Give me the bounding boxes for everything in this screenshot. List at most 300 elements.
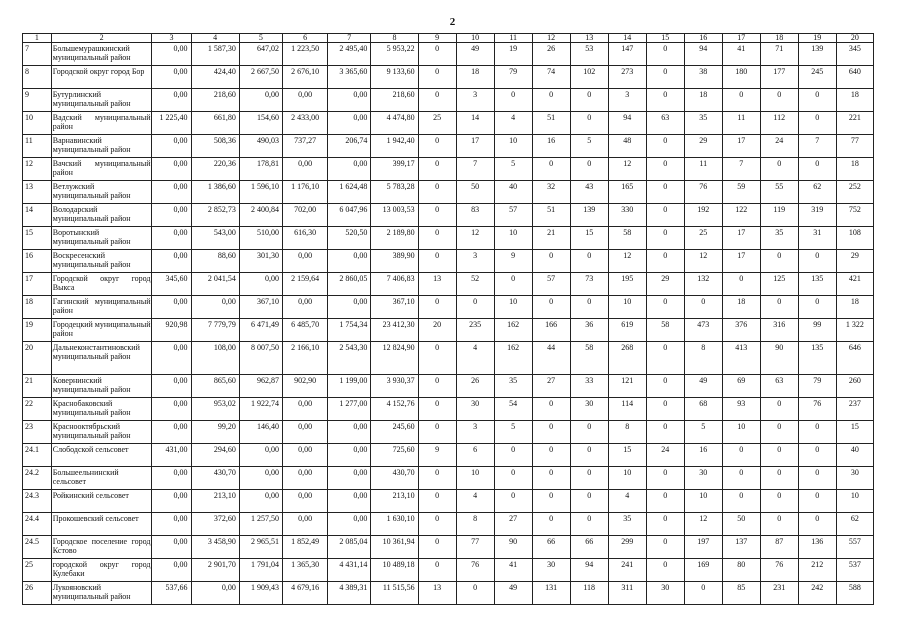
value-cell: 0 [646, 490, 684, 513]
value-cell: 399,17 [371, 158, 418, 181]
value-cell: 14 [456, 112, 494, 135]
value-cell: 737,27 [282, 135, 327, 158]
value-cell: 192 [684, 204, 722, 227]
value-cell: 0,00 [239, 89, 282, 112]
table-row [23, 158, 874, 181]
row-number-cell: 23 [23, 421, 52, 444]
value-cell: 63 [760, 375, 798, 398]
value-cell: 260 [836, 375, 873, 398]
value-cell: 35 [494, 375, 532, 398]
row-number-cell: 25 [23, 559, 52, 582]
value-cell: 13 [418, 582, 456, 605]
value-cell: 2 965,51 [239, 536, 282, 559]
value-cell: 94 [608, 112, 646, 135]
value-cell: 0 [532, 89, 570, 112]
value-cell: 0,00 [328, 513, 371, 536]
row-number-cell: 24.3 [23, 490, 52, 513]
column-number-9: 9 [418, 34, 456, 43]
value-cell: 231 [760, 582, 798, 605]
value-cell: 0,00 [328, 112, 371, 135]
value-cell: 29 [836, 250, 873, 273]
value-cell: 241 [608, 559, 646, 582]
value-cell: 10 [836, 490, 873, 513]
value-cell: 69 [722, 375, 760, 398]
value-cell: 0 [760, 444, 798, 467]
value-cell: 0 [798, 467, 836, 490]
value-cell: 0 [646, 536, 684, 559]
value-cell: 1 386,60 [191, 181, 239, 204]
territory-name-cell: Вадский муниципальный район [51, 112, 152, 135]
value-cell: 4 [456, 342, 494, 375]
column-number-13: 13 [570, 34, 608, 43]
territory-name-cell: Ветлужский муниципальный район [51, 181, 152, 204]
territory-name-cell: Лукояновский муниципальный район [51, 582, 152, 605]
value-cell: 0 [494, 490, 532, 513]
value-cell: 510,00 [239, 227, 282, 250]
value-cell: 1 630,10 [371, 513, 418, 536]
value-cell: 3 [456, 89, 494, 112]
value-cell: 2 041,54 [191, 273, 239, 296]
value-cell: 0,00 [328, 250, 371, 273]
value-cell: 0 [646, 43, 684, 66]
value-cell: 48 [608, 135, 646, 158]
value-cell: 10 [494, 227, 532, 250]
value-cell: 19 [494, 43, 532, 66]
value-cell: 0 [684, 582, 722, 605]
value-cell: 242 [798, 582, 836, 605]
value-cell: 0,00 [328, 296, 371, 319]
territory-name-cell: Слободской сельсовет [51, 444, 152, 467]
value-cell: 0,00 [152, 227, 191, 250]
value-cell: 0 [418, 467, 456, 490]
value-cell: 0 [570, 490, 608, 513]
value-cell: 23 412,30 [371, 319, 418, 342]
value-cell: 55 [760, 181, 798, 204]
value-cell: 177 [760, 66, 798, 89]
value-cell: 0 [570, 89, 608, 112]
value-cell: 0 [532, 250, 570, 273]
territory-name-cell: Вачский муниципальный район [51, 158, 152, 181]
table-row [23, 135, 874, 158]
column-number-20: 20 [836, 34, 873, 43]
value-cell: 197 [684, 536, 722, 559]
value-cell: 13 003,53 [371, 204, 418, 227]
table-row [23, 444, 874, 467]
value-cell: 26 [532, 43, 570, 66]
value-cell: 6 [456, 444, 494, 467]
value-cell: 0 [798, 158, 836, 181]
value-cell: 0,00 [152, 342, 191, 375]
value-cell: 99 [798, 319, 836, 342]
value-cell: 93 [722, 398, 760, 421]
value-cell: 319 [798, 204, 836, 227]
territory-name-cell: Городской округ город Бор [51, 66, 152, 89]
value-cell: 1 791,04 [239, 559, 282, 582]
value-cell: 0,00 [239, 444, 282, 467]
value-cell: 10 [608, 467, 646, 490]
value-cell: 12 824,90 [371, 342, 418, 375]
value-cell: 0 [418, 89, 456, 112]
value-cell: 112 [760, 112, 798, 135]
value-cell: 94 [570, 559, 608, 582]
value-cell: 10 361,94 [371, 536, 418, 559]
value-cell: 0 [570, 421, 608, 444]
value-cell: 90 [760, 342, 798, 375]
territory-name-cell: Володарский муниципальный район [51, 204, 152, 227]
value-cell: 17 [456, 135, 494, 158]
value-cell: 83 [456, 204, 494, 227]
value-cell: 62 [836, 513, 873, 536]
value-cell: 121 [608, 375, 646, 398]
value-cell: 58 [570, 342, 608, 375]
value-cell: 367,10 [371, 296, 418, 319]
value-cell: 0,00 [152, 181, 191, 204]
column-number-6: 6 [282, 34, 327, 43]
value-cell: 1 199,00 [328, 375, 371, 398]
value-cell: 18 [456, 66, 494, 89]
column-number-17: 17 [722, 34, 760, 43]
value-cell: 376 [722, 319, 760, 342]
value-cell: 169 [684, 559, 722, 582]
value-cell: 0 [418, 398, 456, 421]
value-cell: 0 [646, 513, 684, 536]
value-cell: 0,00 [328, 490, 371, 513]
value-cell: 0,00 [152, 421, 191, 444]
value-cell: 0 [646, 250, 684, 273]
value-cell: 508,36 [191, 135, 239, 158]
value-cell: 0 [646, 66, 684, 89]
value-cell: 0,00 [152, 398, 191, 421]
table-row [23, 250, 874, 273]
value-cell: 80 [722, 559, 760, 582]
value-cell: 0 [418, 227, 456, 250]
value-cell: 35 [760, 227, 798, 250]
table-row [23, 89, 874, 112]
value-cell: 0,00 [152, 513, 191, 536]
value-cell: 76 [684, 181, 722, 204]
value-cell: 154,60 [239, 112, 282, 135]
value-cell: 0,00 [328, 89, 371, 112]
value-cell: 8 [684, 342, 722, 375]
value-cell: 40 [836, 444, 873, 467]
table-row [23, 112, 874, 135]
row-number-cell: 11 [23, 135, 52, 158]
value-cell: 0 [494, 89, 532, 112]
value-cell: 13 [418, 273, 456, 296]
value-cell: 0,00 [282, 158, 327, 181]
value-cell: 0 [646, 421, 684, 444]
value-cell: 345,60 [152, 273, 191, 296]
column-number-4: 4 [191, 34, 239, 43]
value-cell: 0 [646, 158, 684, 181]
value-cell: 0,00 [152, 490, 191, 513]
value-cell: 27 [494, 513, 532, 536]
column-number-5: 5 [239, 34, 282, 43]
column-number-7: 7 [328, 34, 371, 43]
value-cell: 24 [760, 135, 798, 158]
value-cell: 5 [494, 158, 532, 181]
value-cell: 0 [684, 296, 722, 319]
value-cell: 41 [494, 559, 532, 582]
value-cell: 2 543,30 [328, 342, 371, 375]
value-cell: 94 [684, 43, 722, 66]
value-cell: 30 [836, 467, 873, 490]
value-cell: 389,90 [371, 250, 418, 273]
value-cell: 235 [456, 319, 494, 342]
territory-name-cell: Ройкинский сельсовет [51, 490, 152, 513]
value-cell: 0 [760, 89, 798, 112]
territory-name-cell: Воскресенский муниципальный район [51, 250, 152, 273]
value-cell: 752 [836, 204, 873, 227]
value-cell: 178,81 [239, 158, 282, 181]
value-cell: 25 [684, 227, 722, 250]
value-cell: 0 [418, 421, 456, 444]
value-cell: 0,00 [282, 490, 327, 513]
value-cell: 0 [418, 342, 456, 375]
value-cell: 0,00 [328, 158, 371, 181]
value-cell: 15 [570, 227, 608, 250]
value-cell: 640 [836, 66, 873, 89]
value-cell: 0,00 [282, 250, 327, 273]
value-cell: 3 458,90 [191, 536, 239, 559]
table-row [23, 490, 874, 513]
territory-name-cell: городской округ город Кулебаки [51, 559, 152, 582]
value-cell: 6 471,49 [239, 319, 282, 342]
value-cell: 54 [494, 398, 532, 421]
value-cell: 88,60 [191, 250, 239, 273]
value-cell: 0 [646, 296, 684, 319]
value-cell: 162 [494, 342, 532, 375]
value-cell: 0 [494, 273, 532, 296]
value-cell: 5 [684, 421, 722, 444]
value-cell: 0 [494, 444, 532, 467]
value-cell: 15 [608, 444, 646, 467]
value-cell: 139 [798, 43, 836, 66]
table-row [23, 398, 874, 421]
value-cell: 17 [722, 227, 760, 250]
value-cell: 0 [532, 158, 570, 181]
row-number-cell: 21 [23, 375, 52, 398]
value-cell: 10 [494, 135, 532, 158]
column-number-11: 11 [494, 34, 532, 43]
territory-name-cell: Городское поселение город Кстово [51, 536, 152, 559]
value-cell: 0 [646, 342, 684, 375]
territory-name-cell: Бутурлинский муниципальный район [51, 89, 152, 112]
value-cell: 57 [494, 204, 532, 227]
value-cell: 147 [608, 43, 646, 66]
value-cell: 725,60 [371, 444, 418, 467]
value-cell: 0 [760, 421, 798, 444]
value-cell: 537 [836, 559, 873, 582]
column-number-15: 15 [646, 34, 684, 43]
table-row [23, 204, 874, 227]
value-cell: 0 [798, 112, 836, 135]
value-cell: 0 [646, 181, 684, 204]
value-cell: 0 [760, 296, 798, 319]
value-cell: 90 [494, 536, 532, 559]
value-cell: 0 [418, 375, 456, 398]
value-cell: 1 277,00 [328, 398, 371, 421]
value-cell: 0,00 [152, 559, 191, 582]
value-cell: 647,02 [239, 43, 282, 66]
value-cell: 43 [570, 181, 608, 204]
value-cell: 0 [532, 444, 570, 467]
value-cell: 9 [418, 444, 456, 467]
value-cell: 74 [532, 66, 570, 89]
value-cell: 0 [570, 158, 608, 181]
value-cell: 2 860,05 [328, 273, 371, 296]
value-cell: 21 [532, 227, 570, 250]
table-row [23, 536, 874, 559]
value-cell: 1 754,34 [328, 319, 371, 342]
table-row [23, 66, 874, 89]
row-number-cell: 8 [23, 66, 52, 89]
value-cell: 245 [798, 66, 836, 89]
value-cell: 20 [418, 319, 456, 342]
value-cell: 0,00 [152, 89, 191, 112]
value-cell: 41 [722, 43, 760, 66]
row-number-cell: 19 [23, 319, 52, 342]
value-cell: 16 [532, 135, 570, 158]
value-cell: 0 [760, 250, 798, 273]
value-cell: 131 [532, 582, 570, 605]
value-cell: 12 [684, 250, 722, 273]
value-cell: 206,74 [328, 135, 371, 158]
value-cell: 4 [456, 490, 494, 513]
value-cell: 2 085,04 [328, 536, 371, 559]
value-cell: 0,00 [191, 582, 239, 605]
value-cell: 26 [456, 375, 494, 398]
value-cell: 0 [798, 421, 836, 444]
value-cell: 0 [570, 444, 608, 467]
value-cell: 49 [456, 43, 494, 66]
value-cell: 8 [456, 513, 494, 536]
value-cell: 0 [418, 559, 456, 582]
value-cell: 1 365,30 [282, 559, 327, 582]
value-cell: 1 322 [836, 319, 873, 342]
value-cell: 9 133,60 [371, 66, 418, 89]
value-cell: 11 515,56 [371, 582, 418, 605]
value-cell: 137 [722, 536, 760, 559]
territory-name-cell: Большемурашкинский муниципальный район [51, 43, 152, 66]
value-cell: 0 [760, 467, 798, 490]
value-cell: 0,00 [282, 467, 327, 490]
value-cell: 12 [684, 513, 722, 536]
value-cell: 9 [494, 250, 532, 273]
value-cell: 7 779,79 [191, 319, 239, 342]
row-number-cell: 26 [23, 582, 52, 605]
value-cell: 345 [836, 43, 873, 66]
table-row [23, 582, 874, 605]
territory-name-cell: Городской округ город Выкса [51, 273, 152, 296]
value-cell: 0 [722, 444, 760, 467]
table-row [23, 467, 874, 490]
value-cell: 0 [418, 43, 456, 66]
value-cell: 0 [418, 66, 456, 89]
value-cell: 588 [836, 582, 873, 605]
value-cell: 0 [532, 421, 570, 444]
value-cell: 0 [646, 398, 684, 421]
column-number-2: 2 [51, 34, 152, 43]
territory-name-cell: Большеельнинский сельсовет [51, 467, 152, 490]
table-row [23, 273, 874, 296]
column-number-12: 12 [532, 34, 570, 43]
value-cell: 30 [684, 467, 722, 490]
value-cell: 10 [684, 490, 722, 513]
value-cell: 5 [494, 421, 532, 444]
value-cell: 0 [760, 490, 798, 513]
value-cell: 473 [684, 319, 722, 342]
value-cell: 0 [532, 513, 570, 536]
value-cell: 0,00 [282, 398, 327, 421]
value-cell: 2 189,80 [371, 227, 418, 250]
value-cell: 0 [646, 204, 684, 227]
value-cell: 2 901,70 [191, 559, 239, 582]
value-cell: 430,70 [191, 467, 239, 490]
value-cell: 53 [570, 43, 608, 66]
value-cell: 58 [646, 319, 684, 342]
value-cell: 2 433,00 [282, 112, 327, 135]
value-cell: 294,60 [191, 444, 239, 467]
value-cell: 221 [836, 112, 873, 135]
column-number-1: 1 [23, 34, 52, 43]
value-cell: 0 [570, 513, 608, 536]
value-cell: 953,02 [191, 398, 239, 421]
value-cell: 0 [760, 158, 798, 181]
value-cell: 5 953,22 [371, 43, 418, 66]
value-cell: 50 [456, 181, 494, 204]
row-number-cell: 15 [23, 227, 52, 250]
value-cell: 1 587,30 [191, 43, 239, 66]
value-cell: 702,00 [282, 204, 327, 227]
value-cell: 0,00 [328, 444, 371, 467]
value-cell: 237 [836, 398, 873, 421]
value-cell: 0 [570, 250, 608, 273]
column-number-3: 3 [152, 34, 191, 43]
value-cell: 0 [646, 89, 684, 112]
value-cell: 32 [532, 181, 570, 204]
value-cell: 30 [646, 582, 684, 605]
territory-name-cell: Ковернинский муниципальный район [51, 375, 152, 398]
value-cell: 12 [608, 158, 646, 181]
value-cell: 0,00 [152, 250, 191, 273]
value-cell: 557 [836, 536, 873, 559]
row-number-cell: 7 [23, 43, 52, 66]
value-cell: 1 922,74 [239, 398, 282, 421]
page-number: 2 [449, 16, 456, 28]
value-cell: 902,90 [282, 375, 327, 398]
value-cell: 165 [608, 181, 646, 204]
value-cell: 252 [836, 181, 873, 204]
value-cell: 132 [684, 273, 722, 296]
value-cell: 0 [570, 112, 608, 135]
value-cell: 0 [646, 227, 684, 250]
value-cell: 3 365,60 [328, 66, 371, 89]
value-cell: 520,50 [328, 227, 371, 250]
value-cell: 12 [456, 227, 494, 250]
value-cell: 421 [836, 273, 873, 296]
table-row [23, 296, 874, 319]
value-cell: 0 [646, 375, 684, 398]
value-cell: 1 176,10 [282, 181, 327, 204]
value-cell: 330 [608, 204, 646, 227]
row-number-cell: 18 [23, 296, 52, 319]
row-number-cell: 24.5 [23, 536, 52, 559]
row-number-cell: 9 [23, 89, 52, 112]
column-number-16: 16 [684, 34, 722, 43]
value-cell: 0 [418, 250, 456, 273]
value-cell: 24 [646, 444, 684, 467]
